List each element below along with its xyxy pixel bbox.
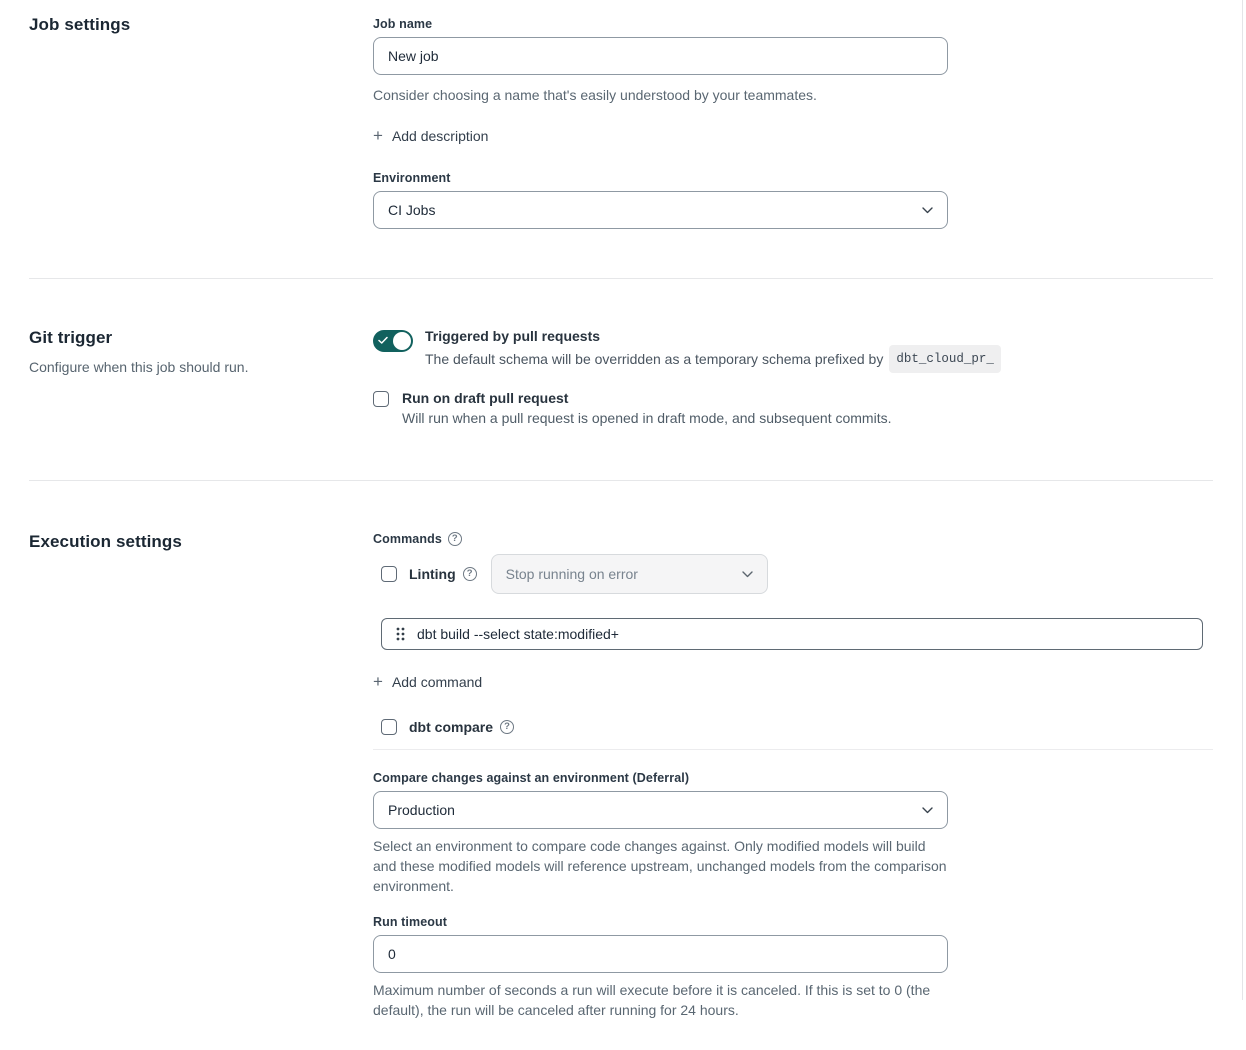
linting-select[interactable]: [491, 554, 768, 594]
job-settings-title: Job settings: [29, 15, 131, 34]
git-trigger-title: Git trigger: [29, 328, 113, 347]
linting-label: Linting: [409, 566, 456, 582]
pull-request-toggle-description: [425, 345, 1001, 373]
chevron-down-icon: [742, 571, 753, 578]
subsection-divider: [373, 749, 1213, 750]
environment-label: Environment: [373, 171, 451, 185]
add-command-button[interactable]: [373, 673, 482, 690]
execution-settings-left-column: [29, 530, 373, 1020]
deferral-label: Compare changes against an environment (Deferral): [373, 771, 690, 785]
dbt-compare-row: [373, 719, 1213, 735]
dbt-compare-label-group: [409, 719, 514, 735]
linting-label-group: [409, 566, 477, 582]
execution-settings-form: [373, 530, 1213, 1020]
linting-select-value: Stop running on error: [505, 566, 638, 582]
deferral-select[interactable]: [373, 791, 948, 829]
dbt-compare-checkbox[interactable]: [381, 719, 397, 735]
deferral-select-value: Production: [388, 802, 455, 818]
git-trigger-form: [373, 328, 1213, 428]
add-description-label: Add description: [391, 127, 489, 144]
linting-checkbox[interactable]: [381, 566, 397, 582]
plus-icon: +: [373, 126, 383, 145]
git-trigger-left-column: [29, 328, 373, 428]
add-description-button[interactable]: [373, 127, 488, 144]
section-job-settings: [0, 0, 1246, 278]
section-execution-settings: [0, 481, 1246, 1050]
chevron-down-icon: [922, 807, 933, 814]
schema-prefix-chip: dbt_cloud_pr_: [889, 345, 1001, 373]
environment-select-value: CI Jobs: [388, 202, 436, 218]
commands-label: [373, 532, 462, 546]
section-git-trigger: [0, 279, 1246, 480]
pull-request-toggle[interactable]: [373, 330, 413, 352]
plus-icon: +: [373, 672, 383, 691]
pull-request-toggle-row: [373, 328, 1213, 373]
add-command-label: Add command: [391, 673, 483, 690]
draft-pull-request-description: Will run when a pull request is opened in draft mode, and subsequent commits.: [402, 410, 892, 426]
toggle-knob: [393, 332, 411, 350]
job-name-input[interactable]: [373, 37, 948, 75]
pull-request-toggle-text: [425, 328, 1001, 373]
pull-request-toggle-description-text: The default schema will be overridden as a temporary schema prefixed by: [425, 351, 884, 367]
chevron-down-icon: [922, 207, 933, 214]
draft-pull-request-row: [373, 390, 1213, 428]
job-settings-left-column: [29, 15, 373, 229]
drag-handle-icon[interactable]: [392, 625, 409, 643]
check-icon: [378, 336, 388, 345]
content-right-border: [1242, 0, 1243, 1000]
job-name-label: Job name: [373, 17, 433, 31]
command-row: [381, 618, 1203, 650]
job-settings-form: [373, 15, 1213, 229]
help-icon[interactable]: ?: [500, 720, 514, 734]
help-icon[interactable]: ?: [463, 567, 477, 581]
job-name-helper-text: Consider choosing a name that's easily understood by your teammates.: [373, 87, 817, 103]
draft-pull-request-checkbox[interactable]: [373, 391, 389, 407]
git-trigger-subtitle: Configure when this job should run.: [29, 359, 249, 375]
run-timeout-helper-text: Maximum number of seconds a run will execute before it is canceled. If this is set to 0 (the default), the run will be canceled after running for 24 hours.: [373, 982, 931, 1018]
draft-pull-request-text: [402, 390, 892, 428]
draft-pull-request-label: Run on draft pull request: [402, 390, 569, 406]
execution-settings-title: Execution settings: [29, 532, 182, 551]
commands-label-text: Commands: [373, 532, 442, 546]
run-timeout-label: Run timeout: [373, 915, 448, 929]
dbt-compare-label: dbt compare: [409, 719, 494, 735]
command-input[interactable]: [417, 626, 1192, 642]
run-timeout-input[interactable]: [373, 935, 948, 973]
deferral-helper-text: Select an environment to compare code changes against. Only modified models will build and these modified models will reference upstream, unchanged models from the comparison environment.: [373, 838, 947, 894]
pull-request-toggle-label: Triggered by pull requests: [425, 328, 601, 344]
help-icon[interactable]: ?: [448, 532, 462, 546]
environment-select[interactable]: [373, 191, 948, 229]
linting-row: [373, 554, 1213, 594]
